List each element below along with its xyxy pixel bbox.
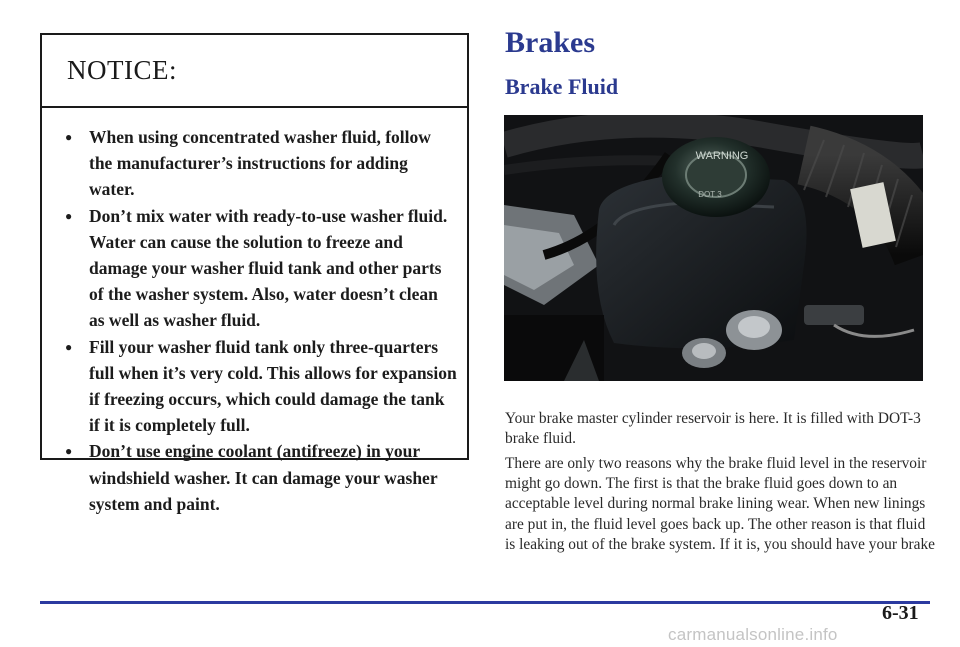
bullet-icon: ● [65, 208, 73, 223]
watermark: carmanualsonline.info [668, 625, 838, 644]
section-title: Brakes [505, 26, 595, 59]
notice-item-text: Don’t use engine coolant (antifreeze) in your windshield washer. It can damage your washer system and paint. [89, 441, 438, 514]
notice-item [64, 334, 457, 439]
notice-item-text: Fill your washer fluid tank only three-quarters full when it’s very cold. This allows for expansion if freezing occurs, which could damage the tank if it is completely full. [89, 336, 457, 436]
notice-list [42, 108, 467, 517]
notice-item-text: Don’t mix water with ready-to-use washer fluid. Water can cause the solution to freeze and damage your washer fluid tank and other parts of the washer system. Also, water doesn’t clean as well as washer fluid. [89, 205, 448, 331]
notice-item [64, 124, 457, 203]
brake-reservoir-photo [504, 115, 923, 381]
page-number: 6-31 [882, 602, 919, 624]
body-paragraph: Your brake master cylinder reservoir is here. It is filled with DOT-3 brake fluid. [505, 410, 921, 448]
bullet-icon: ● [65, 339, 73, 354]
cap-dot-text: DOT 3 [698, 190, 722, 199]
body-paragraph: There are only two reasons why the brake fluid level in the reservoir might go down. The first is that the brake fluid goes down to an acceptable level during normal brake lining wear. When new linings are put in, the fluid level goes back up. The other reason is that fluid is leaking out of the brake system. If it is, you should have your brake [505, 455, 935, 553]
notice-item-text: When using concentrated washer fluid, follow the manufacturer’s instructions for adding water. [89, 127, 431, 200]
bullet-icon: ● [65, 130, 73, 144]
cap-warning-text: WARNING [695, 150, 749, 162]
footer-rule [40, 601, 930, 604]
notice-heading: NOTICE: [42, 35, 467, 108]
section-subtitle: Brake Fluid [505, 74, 619, 99]
notice-box [40, 33, 469, 514]
notice-item [64, 438, 457, 517]
bullet-icon: ● [65, 444, 73, 459]
notice-item [64, 203, 457, 334]
